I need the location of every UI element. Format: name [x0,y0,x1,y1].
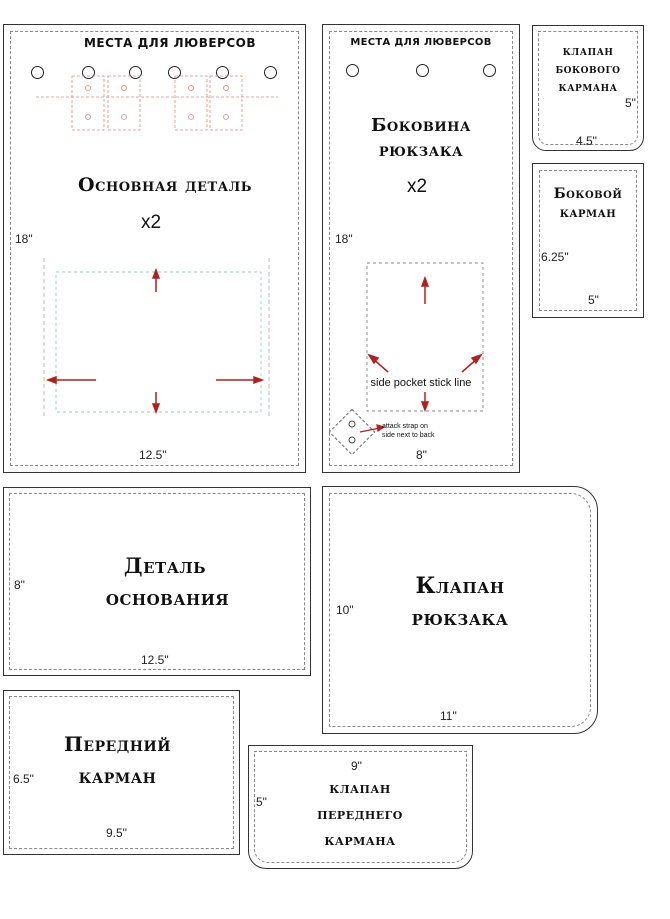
main-piece-width: 12.5" [139,448,167,462]
side-pocket-flap-title-line1: клапан [562,44,614,59]
backpack-flap-title-line2: рюкзака [411,605,509,631]
side-grommet-label: МЕСТА ДЛЯ ЛЮВЕРСОВ [350,37,492,48]
base-piece-title-line2: основания [105,585,230,610]
side-pocket-title-line2: карман [559,205,617,221]
side-pocket-height: 6.25" [541,250,569,264]
main-piece-height: 18" [15,232,33,246]
side-pocket-width: 5" [588,293,599,307]
main-piece-multiplier: x2 [141,212,162,233]
base-piece [3,487,311,676]
backpack-flap-width: 11" [440,709,457,723]
base-piece-width: 12.5" [141,653,169,667]
front-pocket-flap-height: 5" [256,795,267,809]
front-pocket-flap-title-line1: клапан [329,779,391,797]
side-piece-title-line1: Боковина [371,115,471,136]
side-pocket-stick-line-note: side pocket stick line [370,377,472,389]
side-piece-height: 18" [335,232,353,246]
front-pocket-height: 6.5" [13,772,34,786]
base-piece-title-line1: Деталь [123,553,207,578]
side-pocket-flap-width: 4.5" [576,134,597,148]
side-piece-multiplier: x2 [407,176,428,197]
main-grommet-label: МЕСТА ДЛЯ ЛЮВЕРСОВ [83,36,256,50]
front-pocket-width: 9.5" [106,826,127,840]
front-pocket-flap-width: 9" [351,759,362,773]
front-pocket-title-line1: Передний [64,732,171,756]
side-piece-width: 8" [416,448,427,462]
strap-note-line2: side next to back [382,432,435,439]
strap-note-line1: attack strap on [382,423,428,430]
side-pocket-flap-title-line3: кармана [558,80,618,95]
side-pocket-flap-height: 5" [625,96,636,110]
front-pocket-flap-title-line2: переднего [317,805,403,823]
main-piece-title: Основная деталь [78,174,252,196]
front-pocket-title-line2: карман [78,764,157,788]
side-piece-title-line2: рюкзака [378,140,464,161]
backpack-flap-height: 10" [336,603,354,617]
base-piece-height: 8" [14,578,25,592]
base-piece-seam [9,493,305,670]
side-pocket-title-line1: Боковой [553,186,623,202]
side-pocket-flap-title-line2: бокового [555,62,621,77]
backpack-flap-title-line1: Клапан [415,573,505,599]
front-pocket-flap-title-line3: кармана [324,831,396,849]
